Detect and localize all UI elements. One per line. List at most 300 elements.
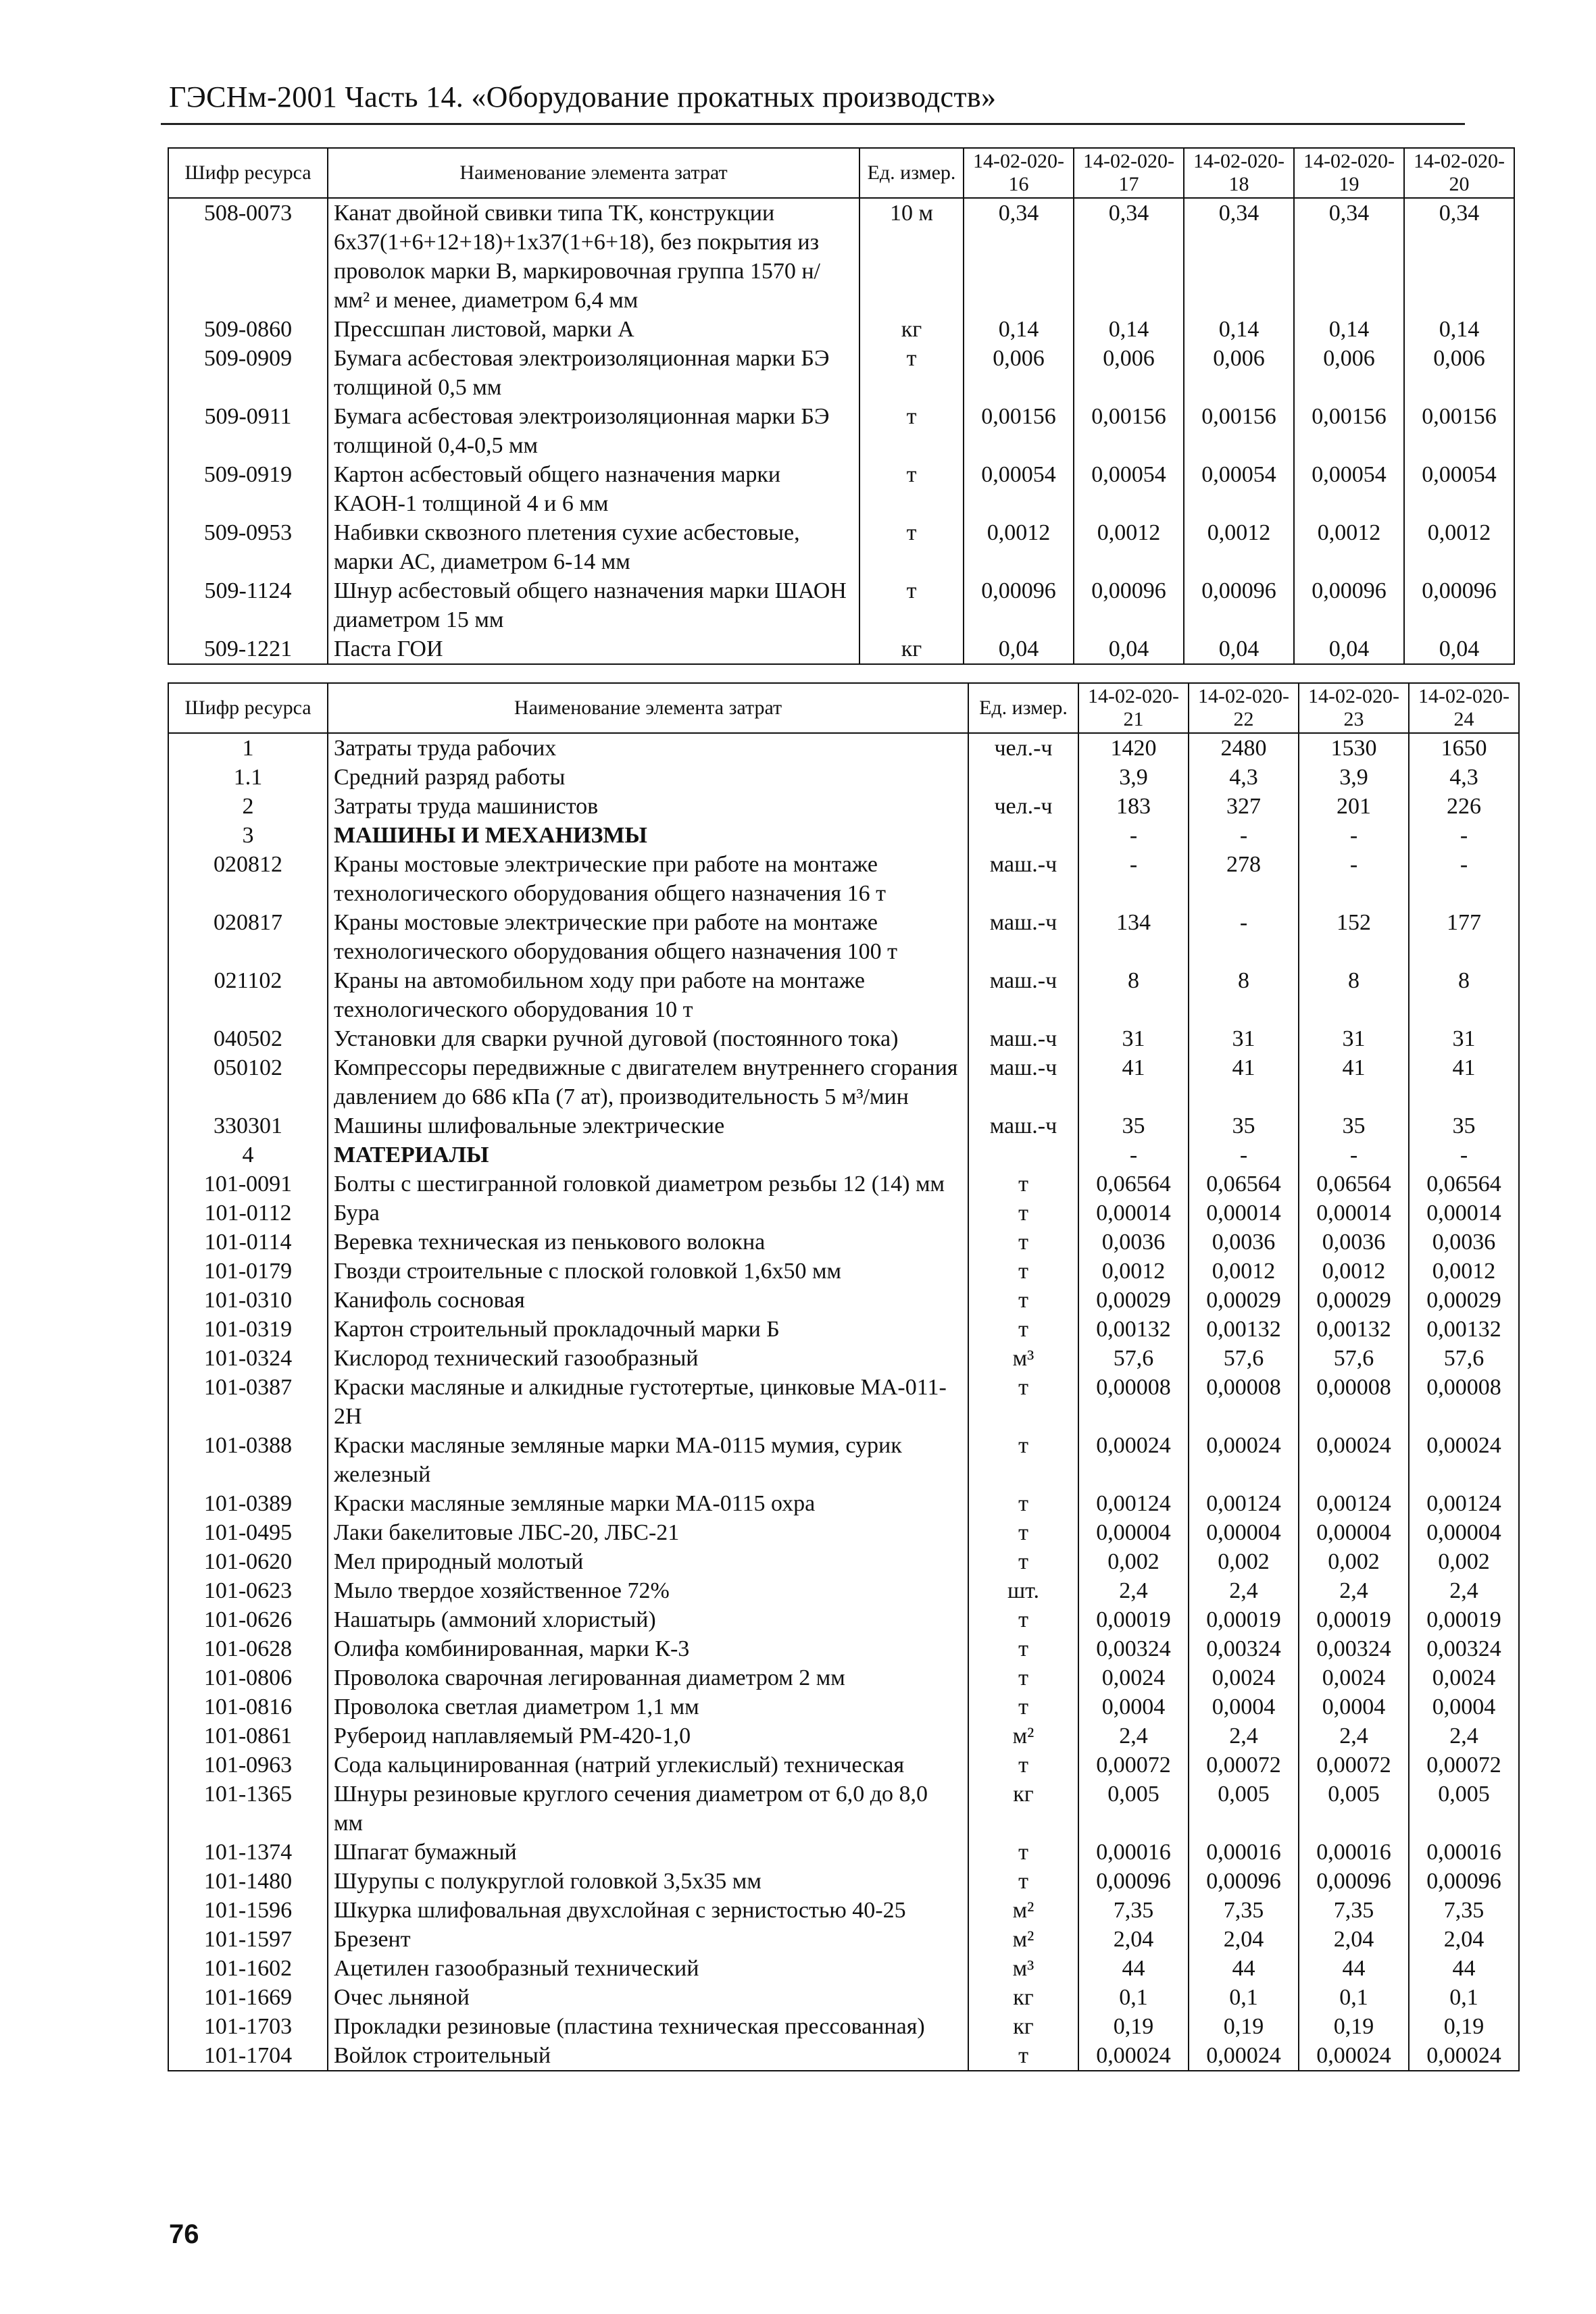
value-cell: 0,00324 [1078, 1634, 1189, 1663]
table-row [168, 1053, 1519, 1111]
value-cell: 0,00054 [1294, 460, 1404, 518]
resource-code-cell: 101-0495 [168, 1518, 328, 1547]
value-cell: 0,00014 [1078, 1199, 1189, 1228]
value-cell: 0,00132 [1299, 1315, 1409, 1344]
resource-code-cell: 101-0861 [168, 1721, 328, 1751]
resource-name-cell: МАШИНЫ И МЕХАНИЗМЫ [328, 821, 968, 850]
resource-code-cell: 101-0623 [168, 1576, 328, 1605]
resource-code-cell: 101-0816 [168, 1692, 328, 1721]
column-header: 14-02-020-22 [1189, 683, 1299, 733]
value-cell: 35 [1078, 1111, 1189, 1140]
value-cell: 0,14 [1074, 315, 1184, 344]
resource-name-cell: Набивки сквозного плетения сухие асбестовые, марки АС, диаметром 6-14 мм [328, 518, 859, 576]
value-cell: - [1078, 821, 1189, 850]
value-cell: 0,00019 [1078, 1605, 1189, 1634]
column-header: 14-02-020-23 [1299, 683, 1409, 733]
value-cell: 0,00016 [1409, 1838, 1519, 1867]
value-cell: 0,04 [1404, 634, 1514, 664]
resource-code-cell: 509-0953 [168, 518, 328, 576]
value-cell: 4,3 [1409, 763, 1519, 792]
table-1-header-row [168, 148, 1514, 198]
value-cell: 0,00024 [1189, 1431, 1299, 1489]
resource-name-cell: Средний разряд работы [328, 763, 968, 792]
value-cell: 0,1 [1299, 1983, 1409, 2012]
value-cell: 2,4 [1299, 1576, 1409, 1605]
resource-code-cell: 101-0091 [168, 1169, 328, 1199]
resource-name-cell: Краны мостовые электрические при работе на монтаже технологического оборудования общего назначения 100 т [328, 908, 968, 966]
resource-code-cell: 101-1597 [168, 1925, 328, 1954]
value-cell: 0,00016 [1078, 1838, 1189, 1867]
unit-cell: т [859, 460, 964, 518]
value-cell: 0,00014 [1299, 1199, 1409, 1228]
value-cell: 41 [1078, 1053, 1189, 1111]
value-cell: 0,00324 [1409, 1634, 1519, 1663]
value-cell: 0,06564 [1078, 1169, 1189, 1199]
resource-name-cell: Шпагат бумажный [328, 1838, 968, 1867]
value-cell: 2,04 [1299, 1925, 1409, 1954]
value-cell: 0,002 [1189, 1547, 1299, 1576]
resource-code-cell: 101-0628 [168, 1634, 328, 1663]
table-row [168, 908, 1519, 966]
value-cell: 152 [1299, 908, 1409, 966]
header-rule [161, 123, 1465, 125]
value-cell: 0,002 [1299, 1547, 1409, 1576]
unit-cell: кг [968, 1983, 1078, 2012]
value-cell: 0,00072 [1299, 1751, 1409, 1780]
resource-name-cell: Олифа комбинированная, марки К-3 [328, 1634, 968, 1663]
value-cell: 0,005 [1189, 1780, 1299, 1838]
table-row [168, 1925, 1519, 1954]
resource-code-cell: 101-1703 [168, 2012, 328, 2041]
resource-code-cell: 509-0919 [168, 460, 328, 518]
value-cell: 0,00008 [1189, 1373, 1299, 1431]
value-cell: 44 [1409, 1954, 1519, 1983]
resource-code-cell: 4 [168, 1140, 328, 1169]
unit-cell: маш.-ч [968, 966, 1078, 1024]
table-row [168, 1199, 1519, 1228]
resource-name-cell: Бура [328, 1199, 968, 1228]
value-cell: 0,00072 [1189, 1751, 1299, 1780]
value-cell: 0,00004 [1078, 1518, 1189, 1547]
unit-cell: т [968, 1605, 1078, 1634]
value-cell: 4,3 [1189, 763, 1299, 792]
value-cell: 327 [1189, 792, 1299, 821]
unit-cell: т [859, 518, 964, 576]
resource-code-cell: 101-0114 [168, 1228, 328, 1257]
resource-code-cell: 509-0911 [168, 402, 328, 460]
value-cell: 0,00096 [1078, 1867, 1189, 1896]
resource-name-cell: Веревка техническая из пенькового волокна [328, 1228, 968, 1257]
table-row [168, 1373, 1519, 1431]
table-2-body [168, 733, 1519, 2071]
table-2-header-row [168, 683, 1519, 733]
table-row [168, 1663, 1519, 1692]
value-cell: 44 [1189, 1954, 1299, 1983]
value-cell: 0,00024 [1299, 1431, 1409, 1489]
resource-code-cell: 040502 [168, 1024, 328, 1053]
resource-name-cell: Затраты труда рабочих [328, 733, 968, 763]
value-cell: 0,0036 [1189, 1228, 1299, 1257]
column-header: 14-02-020-24 [1409, 683, 1519, 733]
resource-code-cell: 509-0909 [168, 344, 328, 402]
resource-code-cell: 101-0963 [168, 1751, 328, 1780]
page-header: ГЭСНм-2001 Часть 14. «Оборудование прокатных производств» [169, 80, 997, 114]
value-cell: 0,14 [1294, 315, 1404, 344]
resource-name-cell: Картон строительный прокладочный марки Б [328, 1315, 968, 1344]
column-header: 14-02-020-18 [1184, 148, 1294, 198]
unit-cell: т [968, 1286, 1078, 1315]
value-cell: 0,0012 [1409, 1257, 1519, 1286]
value-cell: 0,00024 [1189, 2041, 1299, 2071]
resource-code-cell: 101-1602 [168, 1954, 328, 1983]
table-row [168, 1780, 1519, 1838]
value-cell: 1420 [1078, 733, 1189, 763]
value-cell: 0,04 [964, 634, 1074, 664]
value-cell: 0,002 [1078, 1547, 1189, 1576]
table-row [168, 1257, 1519, 1286]
value-cell: 0,006 [1184, 344, 1294, 402]
unit-cell: шт. [968, 1576, 1078, 1605]
value-cell: - [1189, 821, 1299, 850]
value-cell: 0,0004 [1189, 1692, 1299, 1721]
value-cell: 0,00008 [1299, 1373, 1409, 1431]
table-row [168, 1315, 1519, 1344]
column-header: Шифр ресурса [168, 683, 328, 733]
resource-name-cell: Краны на автомобильном ходу при работе на монтаже технологического оборудования 10 т [328, 966, 968, 1024]
table-row [168, 733, 1519, 763]
resource-name-cell: Кислород технический газообразный [328, 1344, 968, 1373]
unit-cell: м³ [968, 1344, 1078, 1373]
resource-code-cell: 1.1 [168, 763, 328, 792]
value-cell: 0,06564 [1409, 1169, 1519, 1199]
value-cell: 0,00054 [1184, 460, 1294, 518]
table-row [168, 1518, 1519, 1547]
unit-cell: т [859, 576, 964, 634]
value-cell: - [1299, 1140, 1409, 1169]
value-cell: - [1078, 850, 1189, 908]
resource-name-cell: Лаки бакелитовые ЛБС-20, ЛБС-21 [328, 1518, 968, 1547]
value-cell: 0,00029 [1299, 1286, 1409, 1315]
resource-name-cell: Шурупы с полукруглой головкой 3,5х35 мм [328, 1867, 968, 1896]
value-cell: 2,4 [1409, 1721, 1519, 1751]
resource-name-cell: Очес льняной [328, 1983, 968, 2012]
value-cell: 41 [1299, 1053, 1409, 1111]
resource-code-cell: 050102 [168, 1053, 328, 1111]
value-cell: 0,00156 [1074, 402, 1184, 460]
value-cell: 0,04 [1184, 634, 1294, 664]
value-cell: 0,0012 [1078, 1257, 1189, 1286]
unit-cell: маш.-ч [968, 1053, 1078, 1111]
table-row [168, 1431, 1519, 1489]
value-cell: 0,00124 [1299, 1489, 1409, 1518]
resource-code-cell: 3 [168, 821, 328, 850]
resource-name-cell: Канифоль сосновая [328, 1286, 968, 1315]
resource-name-cell: Компрессоры передвижные с двигателем внутреннего сгорания давлением до 686 кПа (7 ат), производительность 5 м³/мин [328, 1053, 968, 1111]
value-cell: 57,6 [1299, 1344, 1409, 1373]
value-cell: 0,0012 [1294, 518, 1404, 576]
resource-code-cell: 101-0626 [168, 1605, 328, 1634]
value-cell: 0,14 [1184, 315, 1294, 344]
value-cell: 0,00156 [1294, 402, 1404, 460]
value-cell: 1530 [1299, 733, 1409, 763]
value-cell: 0,19 [1189, 2012, 1299, 2041]
value-cell: 0,00019 [1409, 1605, 1519, 1634]
value-cell: 2,04 [1409, 1925, 1519, 1954]
value-cell: 0,00096 [1409, 1867, 1519, 1896]
value-cell: 0,00324 [1189, 1634, 1299, 1663]
value-cell: 8 [1299, 966, 1409, 1024]
value-cell: 0,00156 [1184, 402, 1294, 460]
resource-code-cell: 2 [168, 792, 328, 821]
table-row [168, 1867, 1519, 1896]
value-cell: 44 [1299, 1954, 1409, 1983]
unit-cell: т [859, 402, 964, 460]
table-row [168, 1983, 1519, 2012]
value-cell: 0,00014 [1189, 1199, 1299, 1228]
unit-cell: м² [968, 1896, 1078, 1925]
resource-name-cell: Бумага асбестовая электроизоляционная марки БЭ толщиной 0,5 мм [328, 344, 859, 402]
unit-cell: маш.-ч [968, 1111, 1078, 1140]
value-cell: 0,0004 [1078, 1692, 1189, 1721]
table-row [168, 792, 1519, 821]
page-number: 76 [169, 2219, 199, 2249]
value-cell: 7,35 [1189, 1896, 1299, 1925]
resource-table-1 [168, 147, 1515, 665]
value-cell: 0,006 [1074, 344, 1184, 402]
unit-cell: т [968, 1431, 1078, 1489]
table-row [168, 1228, 1519, 1257]
resource-code-cell: 101-0324 [168, 1344, 328, 1373]
table-row [168, 1344, 1519, 1373]
value-cell: 201 [1299, 792, 1409, 821]
value-cell: 0,04 [1294, 634, 1404, 664]
column-header: Наименование элемента затрат [328, 148, 859, 198]
unit-cell: м² [968, 1925, 1078, 1954]
table-row [168, 763, 1519, 792]
value-cell: 2,4 [1299, 1721, 1409, 1751]
resource-code-cell: 101-1669 [168, 1983, 328, 2012]
resource-name-cell: Нашатырь (аммоний хлористый) [328, 1605, 968, 1634]
resource-code-cell: 021102 [168, 966, 328, 1024]
unit-cell: чел.-ч [968, 733, 1078, 763]
value-cell: 31 [1189, 1024, 1299, 1053]
table-row [168, 1286, 1519, 1315]
table-row [168, 821, 1519, 850]
table-row [168, 198, 1514, 315]
value-cell: 7,35 [1299, 1896, 1409, 1925]
value-cell: 0,00132 [1409, 1315, 1519, 1344]
resource-name-cell: Установки для сварки ручной дуговой (постоянного тока) [328, 1024, 968, 1053]
unit-cell: т [968, 1547, 1078, 1576]
unit-cell [968, 763, 1078, 792]
value-cell: 0,005 [1299, 1780, 1409, 1838]
value-cell: 0,00024 [1409, 2041, 1519, 2071]
resource-name-cell: Машины шлифовальные электрические [328, 1111, 968, 1140]
unit-cell: т [968, 1663, 1078, 1692]
resource-code-cell: 101-1480 [168, 1867, 328, 1896]
table-row [168, 1838, 1519, 1867]
resource-name-cell: Мыло твердое хозяйственное 72% [328, 1576, 968, 1605]
value-cell: 8 [1189, 966, 1299, 1024]
resource-code-cell: 101-0319 [168, 1315, 328, 1344]
value-cell: 3,9 [1078, 763, 1189, 792]
value-cell: 0,0012 [1404, 518, 1514, 576]
value-cell: 0,0036 [1078, 1228, 1189, 1257]
value-cell: - [1409, 821, 1519, 850]
table-row [168, 1605, 1519, 1634]
value-cell: 0,34 [964, 198, 1074, 315]
value-cell: 31 [1078, 1024, 1189, 1053]
table-row [168, 966, 1519, 1024]
resource-code-cell: 020817 [168, 908, 328, 966]
value-cell: 0,00124 [1189, 1489, 1299, 1518]
value-cell: 35 [1409, 1111, 1519, 1140]
value-cell: 183 [1078, 792, 1189, 821]
resource-name-cell: Шнур асбестовый общего назначения марки ШАОН диаметром 15 мм [328, 576, 859, 634]
column-header: 14-02-020-21 [1078, 683, 1189, 733]
unit-cell: т [968, 1518, 1078, 1547]
value-cell: 0,00096 [1299, 1867, 1409, 1896]
resource-name-cell: Мел природный молотый [328, 1547, 968, 1576]
column-header: 14-02-020-19 [1294, 148, 1404, 198]
unit-cell: т [968, 1228, 1078, 1257]
resource-name-cell: Рубероид наплавляемый РМ-420-1,0 [328, 1721, 968, 1751]
unit-cell: кг [968, 1780, 1078, 1838]
table-row [168, 518, 1514, 576]
unit-cell: т [968, 1315, 1078, 1344]
table-row [168, 460, 1514, 518]
resource-name-cell: Шкурка шлифовальная двухслойная с зернистостью 40-25 [328, 1896, 968, 1925]
table-row [168, 576, 1514, 634]
value-cell: 0,04 [1074, 634, 1184, 664]
value-cell: 0,19 [1078, 2012, 1189, 2041]
resource-name-cell: МАТЕРИАЛЫ [328, 1140, 968, 1169]
table-row [168, 1111, 1519, 1140]
value-cell: 0,06564 [1299, 1169, 1409, 1199]
value-cell: 0,00124 [1409, 1489, 1519, 1518]
resource-code-cell: 020812 [168, 850, 328, 908]
resource-name-cell: Шнуры резиновые круглого сечения диаметром от 6,0 до 8,0 мм [328, 1780, 968, 1838]
value-cell: 226 [1409, 792, 1519, 821]
unit-cell: т [859, 344, 964, 402]
resource-code-cell: 101-0112 [168, 1199, 328, 1228]
unit-cell: т [968, 1838, 1078, 1867]
value-cell: 0,34 [1184, 198, 1294, 315]
value-cell: 44 [1078, 1954, 1189, 1983]
table-row [168, 344, 1514, 402]
resource-code-cell: 508-0073 [168, 198, 328, 315]
value-cell: 177 [1409, 908, 1519, 966]
value-cell: 0,00019 [1189, 1605, 1299, 1634]
resource-name-cell: Войлок строительный [328, 2041, 968, 2071]
resource-table-2 [168, 682, 1520, 2071]
table-row [168, 1634, 1519, 1663]
value-cell: 0,00132 [1189, 1315, 1299, 1344]
resource-code-cell: 509-1124 [168, 576, 328, 634]
value-cell: 0,00004 [1189, 1518, 1299, 1547]
value-cell: 0,00124 [1078, 1489, 1189, 1518]
value-cell: 0,00072 [1409, 1751, 1519, 1780]
table-row [168, 1140, 1519, 1169]
value-cell: 0,00072 [1078, 1751, 1189, 1780]
resource-name-cell: Краски масляные земляные марки МА-0115 мумия, сурик железный [328, 1431, 968, 1489]
value-cell: 0,19 [1299, 2012, 1409, 2041]
value-cell: 0,1 [1078, 1983, 1189, 2012]
value-cell: 0,00029 [1078, 1286, 1189, 1315]
unit-cell: чел.-ч [968, 792, 1078, 821]
value-cell: 0,34 [1404, 198, 1514, 315]
value-cell: 8 [1078, 966, 1189, 1024]
table-row [168, 1576, 1519, 1605]
table-row [168, 850, 1519, 908]
unit-cell: т [968, 2041, 1078, 2071]
resource-code-cell: 101-0620 [168, 1547, 328, 1576]
value-cell: 0,14 [964, 315, 1074, 344]
column-header: 14-02-020-20 [1404, 148, 1514, 198]
column-header: Ед. измер. [968, 683, 1078, 733]
value-cell: 0,00024 [1078, 1431, 1189, 1489]
value-cell: 35 [1189, 1111, 1299, 1140]
unit-cell: маш.-ч [968, 1024, 1078, 1053]
resource-code-cell: 509-1221 [168, 634, 328, 664]
resource-name-cell: Паста ГОИ [328, 634, 859, 664]
resource-name-cell: Затраты труда машинистов [328, 792, 968, 821]
resource-code-cell: 101-1596 [168, 1896, 328, 1925]
value-cell: 0,1 [1189, 1983, 1299, 2012]
unit-cell: 10 м [859, 198, 964, 315]
value-cell: 0,006 [964, 344, 1074, 402]
value-cell: 278 [1189, 850, 1299, 908]
table-row [168, 402, 1514, 460]
unit-cell: т [968, 1257, 1078, 1286]
unit-cell: т [968, 1634, 1078, 1663]
unit-cell: т [968, 1867, 1078, 1896]
value-cell: 0,0004 [1409, 1692, 1519, 1721]
value-cell: 0,002 [1409, 1547, 1519, 1576]
table-row [168, 1547, 1519, 1576]
value-cell: 3,9 [1299, 763, 1409, 792]
resource-code-cell: 101-0387 [168, 1373, 328, 1431]
value-cell: 0,00096 [1074, 576, 1184, 634]
value-cell: 0,0004 [1299, 1692, 1409, 1721]
value-cell: 0,00019 [1299, 1605, 1409, 1634]
value-cell: - [1299, 850, 1409, 908]
value-cell: 2,4 [1409, 1576, 1519, 1605]
resource-name-cell: Краски масляные и алкидные густотертые, цинковые МА-011-2Н [328, 1373, 968, 1431]
value-cell: 0,00096 [1294, 576, 1404, 634]
resource-name-cell: Сода кальцинированная (натрий углекислый) техническая [328, 1751, 968, 1780]
unit-cell [968, 1140, 1078, 1169]
value-cell: 2,4 [1078, 1576, 1189, 1605]
value-cell: 0,00054 [1404, 460, 1514, 518]
table-row [168, 634, 1514, 664]
value-cell: 0,00016 [1189, 1838, 1299, 1867]
unit-cell: кг [859, 634, 964, 664]
resource-name-cell: Краны мостовые электрические при работе на монтаже технологического оборудования общего назначения 16 т [328, 850, 968, 908]
value-cell: 0,0036 [1409, 1228, 1519, 1257]
table-row [168, 1489, 1519, 1518]
value-cell: 0,00156 [1404, 402, 1514, 460]
value-cell: 7,35 [1078, 1896, 1189, 1925]
value-cell: 0,006 [1404, 344, 1514, 402]
value-cell: 0,00054 [964, 460, 1074, 518]
value-cell: 0,00004 [1299, 1518, 1409, 1547]
value-cell: 0,0012 [964, 518, 1074, 576]
resource-name-cell: Прокладки резиновые (пластина техническая прессованная) [328, 2012, 968, 2041]
value-cell: - [1189, 908, 1299, 966]
value-cell: 0,1 [1409, 1983, 1519, 2012]
value-cell: 57,6 [1189, 1344, 1299, 1373]
